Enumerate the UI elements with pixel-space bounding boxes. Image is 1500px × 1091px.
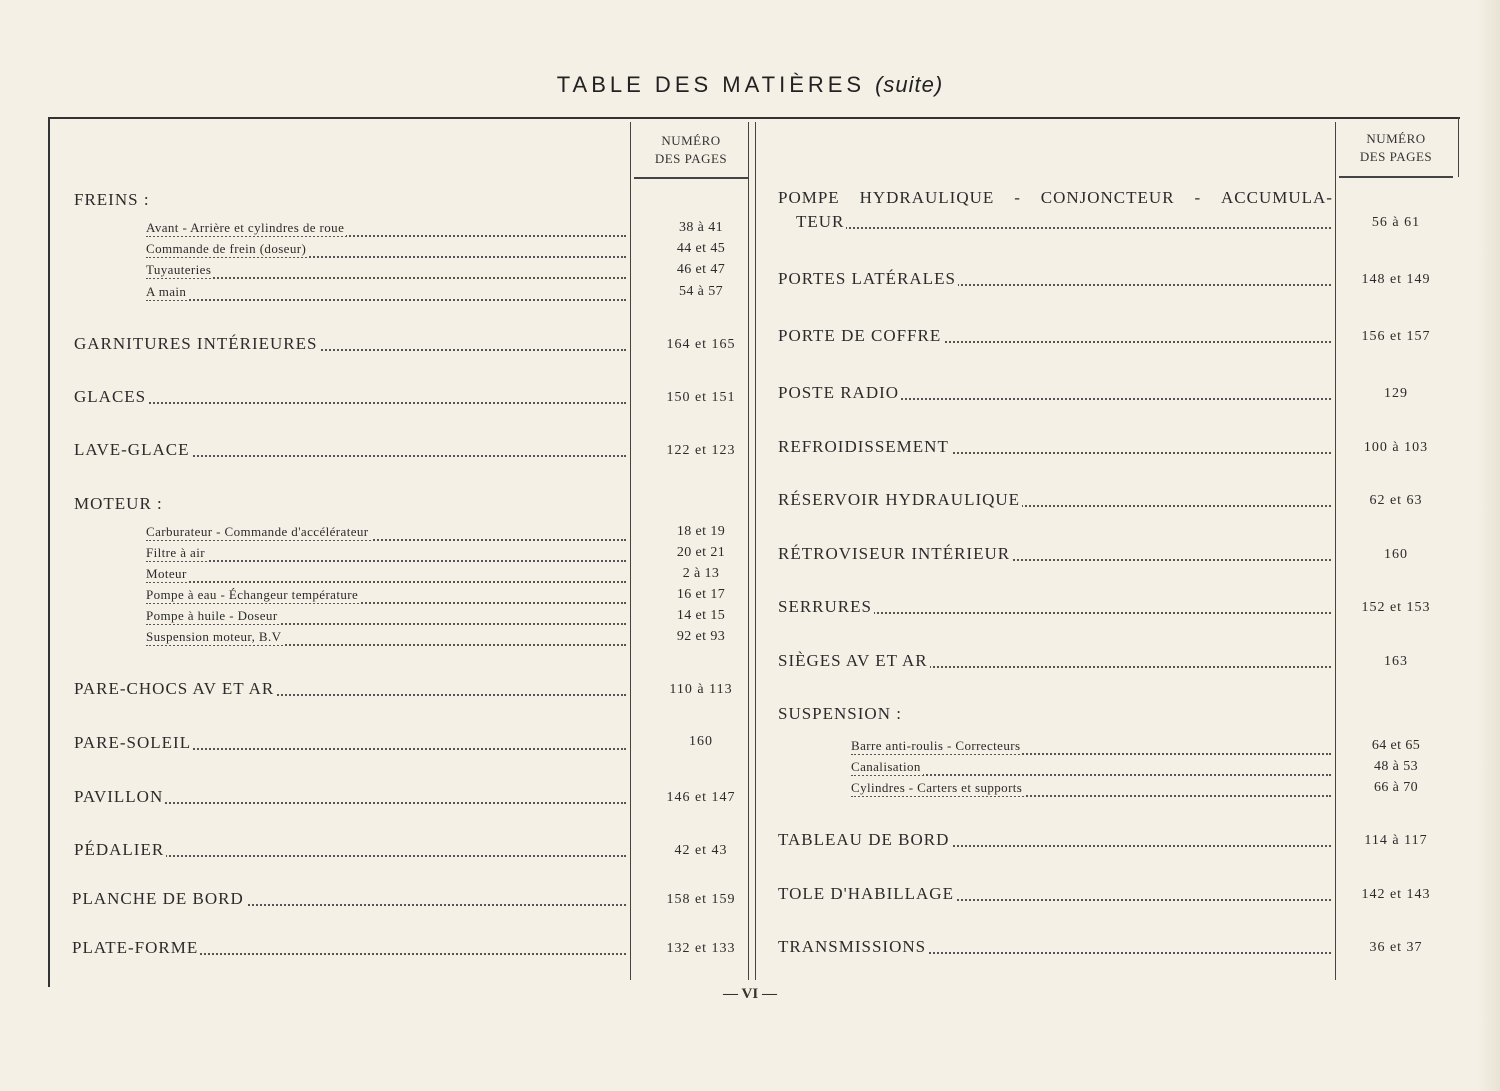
entry-label: REFROIDISSEMENT	[778, 437, 949, 456]
entry-pages: 14 et 15	[676, 608, 726, 623]
entry-pages: 110 à 113	[669, 682, 733, 697]
entry-pages: 163	[1384, 654, 1408, 669]
entry-label: PLANCHE DE BORD	[72, 889, 244, 908]
entry-label: Pompe à eau - Échangeur température	[146, 587, 359, 602]
dot-leader	[851, 774, 1331, 776]
dot-leader	[74, 402, 626, 404]
entry-pages: 152 et 153	[1361, 600, 1431, 615]
toc-entry-glaces	[74, 387, 736, 409]
frame-top-rule	[48, 117, 1460, 119]
entry-label: Commande de frein (doseur)	[146, 241, 307, 256]
entry-label: TRANSMISSIONS	[778, 937, 927, 956]
right-column-divider	[1335, 122, 1336, 980]
left-header-rule	[634, 177, 748, 179]
entry-label: Canalisation	[851, 759, 921, 774]
page-title	[0, 72, 1500, 98]
toc-entry-plate-forme	[72, 938, 736, 960]
entry-label: PORTE DE COFFRE	[778, 326, 942, 345]
entry-label: Moteur	[146, 566, 187, 581]
pompe-word: HYDRAULIQUE	[859, 188, 995, 207]
entry-pages: 2 à 13	[682, 566, 720, 581]
entry-label: POSTE RADIO	[778, 383, 900, 402]
toc-entry-freins-4	[146, 284, 723, 306]
toc-entry-pompe-line2	[796, 212, 1421, 234]
pompe-word: -	[1194, 188, 1202, 207]
entry-label: RÉSERVOIR HYDRAULIQUE	[778, 490, 1021, 509]
entry-label: GLACES	[74, 387, 147, 406]
toc-entry-moteur-1	[146, 524, 726, 546]
entry-label: Avant - Arrière et cylindres de roue	[146, 220, 345, 235]
toc-entry-sieges	[778, 651, 1408, 673]
pompe-word: -	[1014, 188, 1021, 207]
toc-entry-freins-1	[146, 220, 723, 242]
entry-label: Tuyauteries	[146, 262, 212, 277]
dot-leader	[146, 277, 626, 279]
right-header-rule	[1339, 176, 1453, 178]
pompe-word: CONJONCTEUR	[1040, 188, 1175, 207]
entry-label: PÉDALIER	[74, 840, 165, 859]
right-column-header	[1339, 130, 1453, 166]
entry-pages: 146 et 147	[666, 790, 736, 805]
entry-pages: 38 à 41	[678, 220, 723, 235]
toc-entry-pavillon	[74, 787, 736, 809]
toc-entry-pedalier	[74, 840, 728, 862]
entry-pages: 62 et 63	[1369, 493, 1423, 508]
entry-pages: 158 et 159	[666, 892, 736, 907]
toc-entry-suspension-3	[851, 780, 1418, 802]
entry-label: SIÈGES AV ET AR	[778, 651, 928, 670]
page-number-footer: — VI —	[723, 986, 777, 1002]
dot-leader	[146, 299, 626, 301]
left-column-header	[634, 132, 748, 168]
entry-label: TEUR	[796, 212, 845, 231]
entry-label: Suspension moteur, B.V	[146, 629, 282, 644]
toc-entry-lave-glace	[74, 440, 736, 462]
entry-label: PAVILLON	[74, 787, 164, 806]
column-header-line2: DES PAGES	[654, 151, 728, 166]
entry-pages: 114 à 117	[1364, 833, 1428, 848]
column-header-line1: NUMÉRO	[1366, 131, 1426, 146]
toc-entry-moteur-5	[146, 608, 726, 630]
toc-entry-pompe-line1	[778, 188, 1333, 208]
toc-entry-moteur-6	[146, 629, 726, 651]
toc-entry-freins-3	[146, 262, 726, 284]
toc-entry-suspension-2	[851, 759, 1418, 781]
toc-entry-serrures	[778, 597, 1431, 619]
toc-entry-refroidissement	[778, 437, 1429, 459]
entry-label: Pompe à huile - Doseur	[146, 608, 278, 623]
entry-label: TABLEAU DE BORD	[778, 830, 950, 849]
entry-label: A main	[146, 284, 187, 299]
dot-leader	[796, 227, 1331, 229]
entry-label: LAVE-GLACE	[74, 440, 190, 459]
toc-entry-poste-radio	[778, 383, 1408, 405]
frame-right-rule	[1458, 117, 1459, 177]
left-column-divider	[630, 122, 631, 980]
dot-leader	[146, 581, 626, 583]
pompe-word: ACCUMULA-	[1221, 188, 1333, 207]
toc-entry-transmissions	[778, 937, 1423, 959]
entry-label: PARE-CHOCS AV ET AR	[74, 679, 275, 698]
entry-pages: 44 et 45	[676, 241, 726, 256]
pompe-word: POMPE	[778, 188, 840, 207]
entry-pages: 100 à 103	[1363, 440, 1429, 455]
title-suite: (suite)	[875, 72, 944, 97]
frame-left-rule	[48, 117, 50, 987]
section-heading-freins: FREINS :	[74, 190, 150, 209]
toc-entry-freins-2	[146, 241, 726, 263]
entry-pages: 20 et 21	[676, 545, 726, 560]
page-edge-shadow	[1478, 0, 1500, 1091]
entry-pages: 150 et 151	[666, 390, 736, 405]
entry-label: PARE-SOLEIL	[74, 733, 192, 752]
toc-entry-garnitures	[74, 334, 736, 356]
column-header-line1: NUMÉRO	[661, 133, 721, 148]
entry-label: TOLE D'HABILLAGE	[778, 884, 954, 903]
entry-pages: 164 et 165	[666, 337, 736, 352]
toc-entry-suspension-1	[851, 738, 1421, 760]
entry-label: PORTES LATÉRALES	[778, 269, 956, 288]
entry-pages: 64 et 65	[1371, 738, 1421, 753]
entry-pages: 160	[689, 734, 713, 749]
entry-pages: 142 et 143	[1361, 887, 1431, 902]
entry-pages: 129	[1384, 386, 1408, 401]
entry-pages: 46 et 47	[676, 262, 726, 277]
entry-label: Cylindres - Carters et supports	[851, 780, 1023, 795]
entry-pages: 42 et 43	[674, 843, 728, 858]
entry-label: Carburateur - Commande d'accélérateur	[146, 524, 369, 539]
entry-pages: 122 et 123	[666, 443, 736, 458]
entry-pages: 48 à 53	[1373, 759, 1418, 774]
toc-entry-reservoir-hydraulique	[778, 490, 1423, 512]
dot-leader	[146, 560, 626, 562]
entry-pages: 160	[1384, 547, 1408, 562]
entry-label: RÉTROVISEUR INTÉRIEUR	[778, 544, 1011, 563]
entry-pages: 56 à 61	[1371, 215, 1421, 230]
column-header-line2: DES PAGES	[1359, 149, 1433, 164]
toc-entry-moteur-2	[146, 545, 726, 567]
title-text: TABLE DES MATIÈRES	[556, 72, 866, 97]
section-heading-suspension: SUSPENSION :	[778, 704, 902, 723]
toc-entry-tole	[778, 884, 1431, 906]
entry-pages: 156 et 157	[1361, 329, 1431, 344]
entry-label: Barre anti-roulis - Correcteurs	[851, 738, 1021, 753]
toc-entry-moteur-3	[146, 566, 720, 588]
entry-pages: 36 et 37	[1369, 940, 1423, 955]
entry-pages: 132 et 133	[666, 941, 736, 956]
toc-entry-porte-de-coffre	[778, 326, 1431, 348]
entry-pages: 92 et 93	[676, 629, 726, 644]
entry-label: GARNITURES INTÉRIEURES	[74, 334, 318, 353]
entry-label: SERRURES	[778, 597, 872, 616]
toc-entry-pare-chocs	[74, 679, 733, 701]
toc-entry-planche-de-bord	[72, 889, 736, 911]
entry-label: PLATE-FORME	[72, 938, 199, 957]
entry-pages: 16 et 17	[676, 587, 726, 602]
entry-pages: 54 à 57	[678, 284, 723, 299]
toc-entry-pare-soleil	[74, 733, 713, 755]
entry-label: Filtre à air	[146, 545, 205, 560]
entry-pages: 18 et 19	[676, 524, 726, 539]
toc-entry-moteur-4	[146, 587, 726, 609]
entry-pages: 148 et 149	[1361, 272, 1431, 287]
entry-pages: 66 à 70	[1373, 780, 1418, 795]
section-heading-moteur: MOTEUR :	[74, 494, 163, 513]
toc-entry-tableau-de-bord	[778, 830, 1428, 852]
toc-entry-portes-laterales	[778, 269, 1431, 291]
toc-entry-retroviseur	[778, 544, 1408, 566]
